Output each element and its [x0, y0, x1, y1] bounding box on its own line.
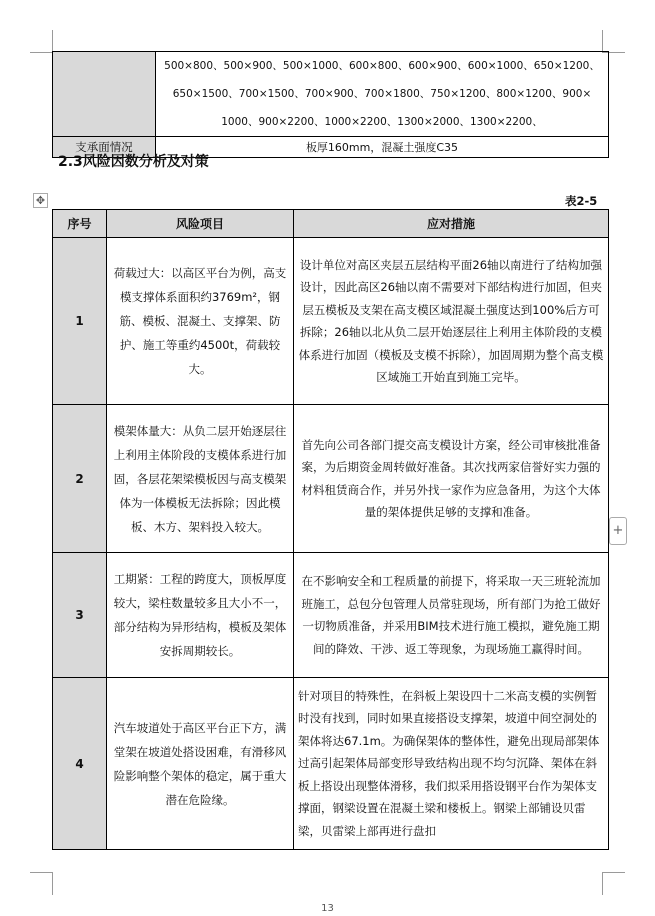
support-surface-label: 支承面情况 [53, 137, 156, 158]
table-row [53, 238, 609, 405]
section-heading: 2.3风险因数分析及对策 [58, 154, 209, 170]
grey-label-cell [53, 52, 156, 137]
row-number: 1 [53, 238, 107, 405]
table-header-row [53, 210, 609, 238]
table-number: 表2-5 [565, 194, 598, 208]
risk-item: 模架体量大：从负二层开始逐层往上利用主体阶段的支模体系进行加固，各层花架梁模板因与高支模架体为一体模板无法拆除；因此模板、木方、架料投入较大。 [107, 405, 294, 553]
risk-item [107, 238, 294, 405]
risk-analysis-table [52, 209, 609, 850]
risk-item: 工期紧：工程的跨度大，顶板厚度较大，梁柱数量较多且大小不一，部分结构为异形结构，模板及架体安拆周期较长。 [107, 553, 294, 678]
sizes-line-3: 1000、900×2200、1000×2200、1300×2000、1300×2200、 [221, 116, 543, 128]
table-row [53, 678, 609, 850]
crop-mark-top-right [602, 30, 625, 53]
specification-table-continued [52, 51, 609, 158]
table-row [53, 553, 609, 678]
table-move-handle-icon[interactable]: ✥ [33, 193, 48, 208]
countermeasure: 首先向公司各部门提交高支模设计方案，经公司审核批准备案，为后期资金周转做好准备。其次找两家信誉好实力强的材料租赁商合作，并另外找一家作为应急备用，为这个大体量的架体提供足够的支撑和准备。 [294, 405, 609, 553]
header-measure: 应对措施 [294, 210, 609, 238]
add-column-plus-icon[interactable]: + [609, 517, 627, 545]
row-number: 3 [53, 553, 107, 678]
crop-mark-top-left [30, 30, 53, 53]
support-surface-value: 板厚160mm，混凝土强度C35 [156, 137, 609, 158]
countermeasure: 在不影响安全和工程质量的前提下，将采取一天三班轮流加班施工，总包分包管理人员常驻现场，所有部门为抢工做好一切物质准备，并采用BIM技术进行施工模拟，避免施工期间的降效、干涉、返工等现象，为现场施工赢得时间。 [294, 553, 609, 678]
page-number: 13 [321, 903, 334, 914]
risk-item: 汽车坡道处于高区平台正下方，满堂架在坡道处搭设困难，有滑移风险影响整个架体的稳定，属于重大潜在危险缘。 [107, 678, 294, 850]
header-no: 序号 [53, 210, 107, 238]
countermeasure: 设计单位对高区夹层五层结构平面26轴以南进行了结构加强设计，因此高区26轴以南不需要对下部结构进行加固，但夹层五模板及支架在高支模区域混凝土强度达到100%后方可拆除；26轴以北从负二层开始逐层往上利用主体阶段的支模体系进行加固（模板及支模不拆除），加固周期为整个高支模区域施工开始直到施工完毕。 [294, 238, 609, 405]
row-number: 2 [53, 405, 107, 553]
countermeasure: 针对项目的特殊性，在斜板上架设四十二米高支模的实例暂时没有找到，同时如果直接搭设支撑架，坡道中间空洞处的架体将达67.1m。为确保架体的整体性，避免出现局部架体过高引起架体局部变形导致结构出现不均匀沉降、架体在斜板上搭设出现整体滑移，我们拟采用搭设钢平台作为架体支撑面，钢梁设置在混凝土梁和楼板上。钢梁上部铺设贝雷梁，贝雷梁上部再进行盘扣 [294, 678, 609, 850]
risk-text: 荷载过大：以高区平台为例，高支模支撑体系面积约3769m²，钢筋、模板、混凝土、支撑架、防护、施工等重约4500t，荷载较大。 [113, 266, 287, 376]
crop-mark-bottom-right [602, 872, 625, 895]
table-row [53, 405, 609, 553]
beam-size-list [156, 52, 609, 137]
crop-mark-bottom-left [30, 872, 53, 895]
header-risk: 风险项目 [107, 210, 294, 238]
sizes-line-1: 500×800、500×900、500×1000、600×800、600×900、600×1000、650×1200、 [164, 60, 600, 72]
sizes-line-2: 650×1500、700×1500、700×900、700×1800、750×1200、800×1200、900× [172, 88, 592, 100]
row-number: 4 [53, 678, 107, 850]
